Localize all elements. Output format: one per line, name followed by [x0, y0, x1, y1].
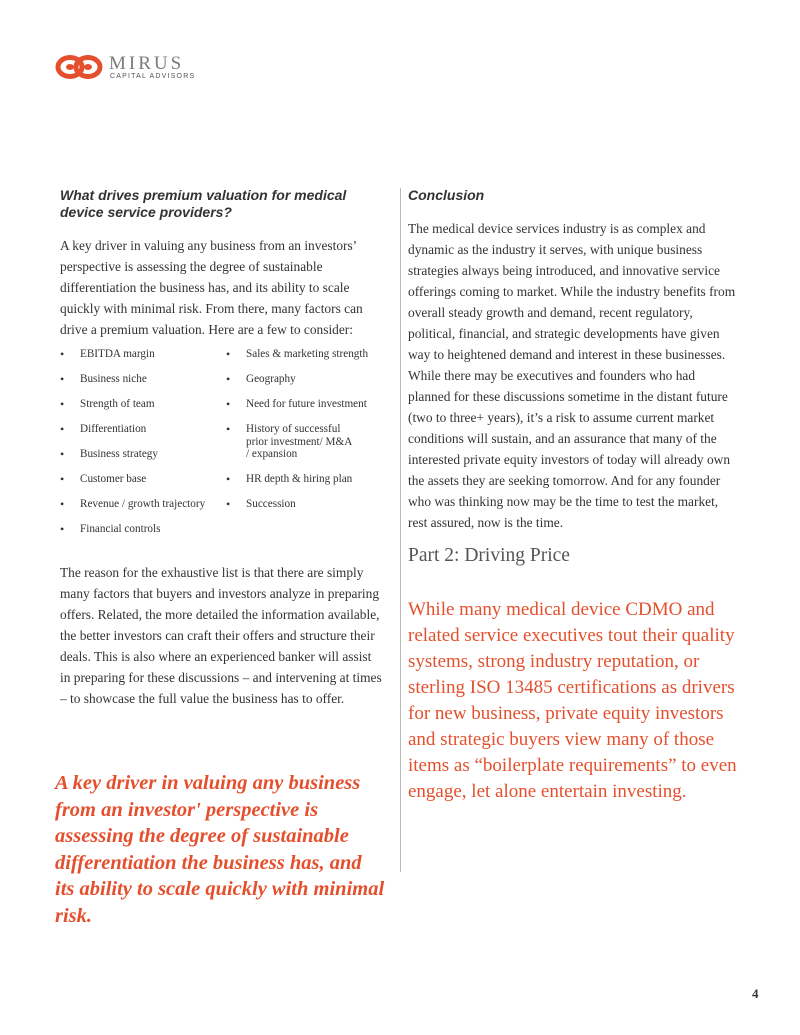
conclusion-heading: Conclusion — [408, 187, 485, 203]
list-item: • EBITDA margin — [56, 348, 221, 361]
column-divider — [400, 188, 401, 872]
list-item: • Sales & marketing strength — [222, 348, 387, 361]
list-item: • Revenue / growth trajectory — [56, 498, 221, 511]
logo-name: MIRUS — [109, 53, 185, 74]
list-item: • Geography — [222, 373, 387, 386]
left-intro-paragraph: A key driver in valuing any business from an investors’ perspective is assessing the degree of sustainable differentiation the business has, and its ability to scale quickly with minimal risk. From there, many factors can drive a premium valuation. Here are a few to consider: — [60, 238, 363, 337]
list-item: • History of successful prior investment/ M&A / expansion — [222, 423, 356, 461]
pull-quote: A key driver in valuing any business from an investor' perspective is assessing the degree of sustainable differentiation the business has, and its ability to scale quickly with minimal risk. — [55, 772, 385, 927]
factor-list-col1 — [56, 348, 221, 548]
part-2-heading: Part 2: Driving Price — [408, 545, 570, 566]
list-item: • Strength of team — [56, 398, 221, 411]
list-item: • Customer base — [56, 473, 221, 486]
list-item: • Succession — [222, 498, 387, 511]
list-item: • Business strategy — [56, 448, 221, 461]
callout-text: While many medical device CDMO and related service executives tout their quality systems, strong industry reputation, or sterling ISO 13485 certifications as drivers for new business, private equity investors and strategic buyers view many of those items as “boilerplate requirements” to even engage, let alone entertain investing. — [408, 599, 737, 802]
left-section-heading: What drives premium valuation for medical device service providers? — [60, 187, 347, 220]
factor-list-col2 — [222, 348, 387, 523]
mirus-logo — [55, 54, 255, 84]
mirus-logo-mark-icon — [55, 54, 103, 80]
logo-subtitle: CAPITAL ADVISORS — [110, 73, 196, 80]
left-paragraph-2: The reason for the exhaustive list is that there are simply many factors that buyers and investors analyze in preparing offers. Related, the more detailed the information available, the better investors can craft their offers and structure their deals. This is also where an experienced banker will assist in preparing for these discussions – and intervening at times – to showcase the full value the business has to offer. — [60, 565, 382, 706]
list-item: • HR depth & hiring plan — [222, 473, 387, 486]
conclusion-paragraph: The medical device services industry is as complex and dynamic as the industry it serves, with unique business strategies always being introduced, and innovative service offerings coming to market. While the industry benefits from overall steady growth and demand, recent regulatory, political, financial, and strategic developments have given way to heightened demand and interest in these businesses. While there may be executives and founders who had planned for these discussions sometime in the distant future (two to three+ years), it’s a risk to assume current market conditions will sustain, and an assurance that many of the interested private equity investors of today will already own the assets they are seeking tomorrow. And for any founder who was thinking now may be the time to test the market, rest assured, now is the time. — [408, 221, 736, 530]
page-number: 4 — [752, 986, 759, 1001]
list-item: • Business niche — [56, 373, 221, 386]
list-item: • Need for future investment — [222, 398, 387, 411]
list-item: • Financial controls — [56, 523, 221, 536]
list-item: • Differentiation — [56, 423, 221, 436]
